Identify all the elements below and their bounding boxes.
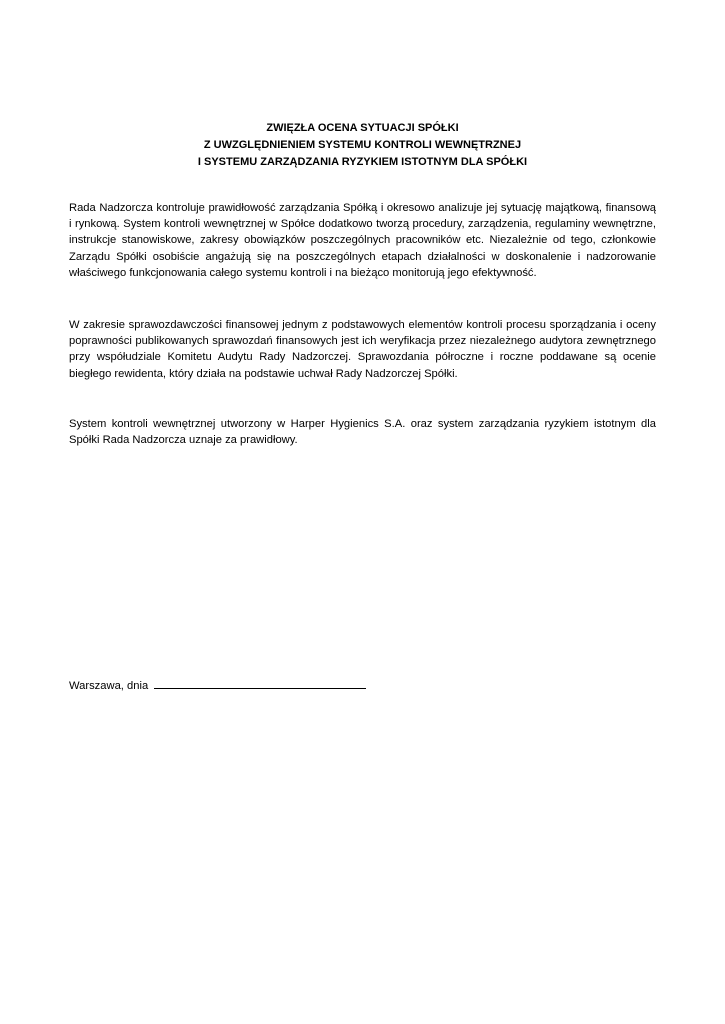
- paragraph-internal-control: Rada Nadzorcza kontroluje prawidłowość zarządzania Spółką i okresowo analizuje jej sytuację majątkową, finansową i rynkową. System kontroli wewnętrznej w Spółce dodatkowo tworzą procedury, zarządzenia, regulaminy wewnętrzne, instrukcje stanowiskowe, zakresy obowiązków poszczególnych pracowników etc. Niezależnie od tego, członkowie Zarządu Spółki osobiście angażują się na poszczególnych etapach działalności w doskonalenie i nadzorowanie właściwego funkcjonowania całego systemu kontroli i na bieżąco monitorują jego efektywność.: [69, 202, 656, 279]
- date-fill-line: [154, 676, 366, 689]
- title-line-3: I SYSTEMU ZARZĄDZANIA RYZYKIEM ISTOTNYM DLA SPÓŁKI: [197, 156, 528, 168]
- place-date-row: [69, 676, 366, 694]
- paragraph-financial-reporting: W zakresie sprawozdawczości finansowej jednym z podstawowych elementów kontroli procesu sporządzania i oceny poprawności publikowanych sprawozdań finansowych jest ich weryfikacja przez niezależnego audytora zewnętrznego przy współudziale Komitetu Audytu Rady Nadzorczej. Sprawozdania półroczne i roczne poddawane są ocenie biegłego rewidenta, który działa na podstawie uchwał Rady Nadzorczej Spółki.: [69, 319, 656, 380]
- document-title: [0, 120, 725, 171]
- place-date-label: Warszawa, dnia: [69, 680, 149, 692]
- title-line-1: ZWIĘZŁA OCENA SYTUACJI SPÓŁKI: [266, 122, 459, 134]
- title-line-2: Z UWZGLĘDNIENIEM SYSTEMU KONTROLI WEWNĘTRZNEJ: [203, 139, 522, 151]
- paragraph-conclusion: System kontroli wewnętrznej utworzony w Harper Hygienics S.A. oraz system zarządzania ryzykiem istotnym dla Spółki Rada Nadzorcza uznaje za prawidłowy.: [69, 418, 656, 447]
